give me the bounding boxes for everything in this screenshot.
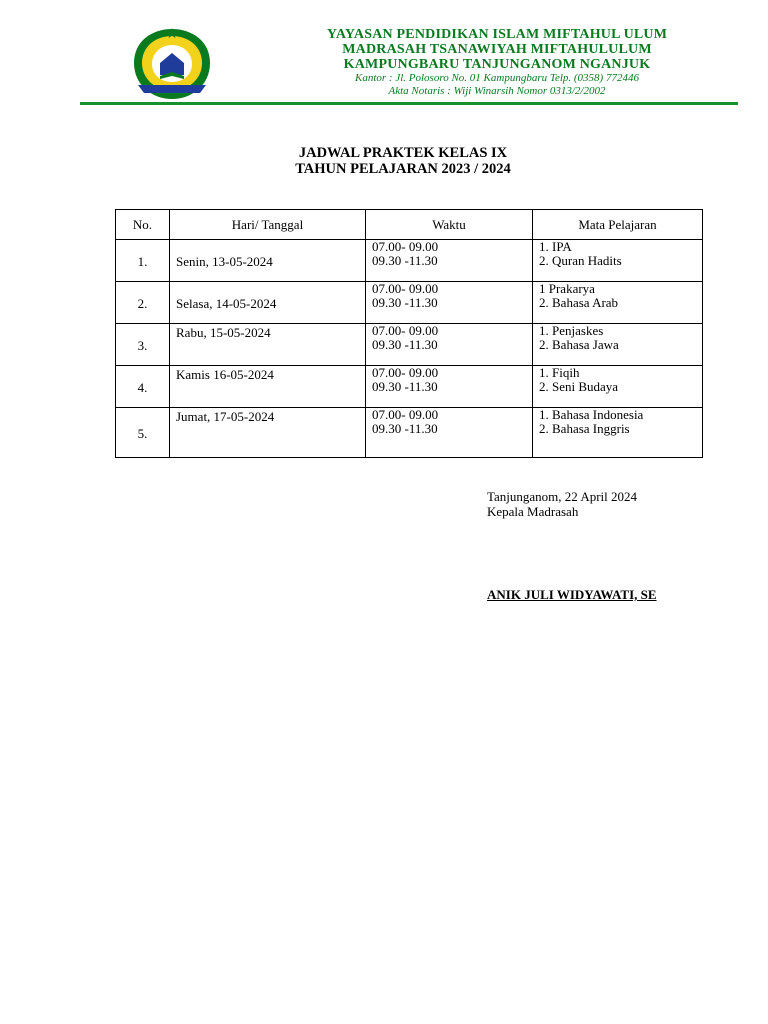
cell-time: 07.00- 09.00 09.30 -11.30 [366, 324, 533, 366]
cell-subject: 1 Prakarya 2. Bahasa Arab [533, 282, 703, 324]
signer-position: Kepala Madrasah [487, 504, 579, 519]
cell-time: 07.00- 09.00 09.30 -11.30 [366, 366, 533, 408]
document-title [0, 145, 768, 177]
cell-subject: 1. Bahasa Indonesia 2. Bahasa Inggris [533, 408, 703, 458]
signer-name: ANIK JULI WIDYAWATI, SE [487, 587, 657, 602]
table-row [116, 366, 703, 408]
header-subject: Mata Pelajaran [533, 210, 703, 240]
cell-subject: 1. Penjaskes 2. Bahasa Jawa [533, 324, 703, 366]
header-day-date: Hari/ Tanggal [170, 210, 366, 240]
cell-day: Jumat, 17-05-2024 [170, 408, 366, 458]
table-row [116, 282, 703, 324]
cell-subject: 1. Fiqih 2. Seni Budaya [533, 366, 703, 408]
cell-no: 4. [116, 366, 170, 408]
cell-subject: 1. IPA 2. Quran Hadits [533, 240, 703, 282]
cell-time: 07.00- 09.00 09.30 -11.30 [366, 408, 533, 458]
table-row [116, 408, 703, 458]
header-time: Waktu [366, 210, 533, 240]
cell-day: Rabu, 15-05-2024 [170, 324, 366, 366]
header-divider [80, 102, 738, 105]
letterhead [0, 0, 768, 110]
school-location: KAMPUNGBARU TANJUNGANOM NGANJUK [343, 57, 651, 72]
cell-no: 3. [116, 324, 170, 366]
cell-no: 1. [116, 240, 170, 282]
cell-no: 5. [116, 408, 170, 458]
header-no: No. [116, 210, 170, 240]
title-line-2: TAHUN PELAJARAN 2023 / 2024 [295, 161, 511, 177]
schedule-table [115, 209, 703, 458]
table-row [116, 240, 703, 282]
table-row [116, 324, 703, 366]
office-address: Kantor : Jl. Polosoro No. 01 Kampungbaru Telp. (0358) 772446 [355, 72, 639, 84]
cell-time: 07.00- 09.00 09.30 -11.30 [366, 282, 533, 324]
school-name: MADRASAH TSANAWIYAH MIFTAHULULUM [342, 42, 652, 57]
foundation-name: YAYASAN PENDIDIKAN ISLAM MIFTAHUL ULUM [326, 27, 668, 42]
title-line-1: JADWAL PRAKTEK KELAS IX [298, 145, 508, 161]
cell-day: Kamis 16-05-2024 [170, 366, 366, 408]
signature-block [487, 489, 637, 519]
cell-day: Senin, 13-05-2024 [170, 240, 366, 282]
cell-no: 2. [116, 282, 170, 324]
school-logo [130, 27, 214, 101]
table-header-row [116, 210, 703, 240]
notary-deed: Akta Notaris : Wiji Winarsih Nomor 0313/2/2002 [388, 85, 606, 97]
place-date: Tanjunganom, 22 April 2024 [487, 489, 638, 504]
cell-day: Selasa, 14-05-2024 [170, 282, 366, 324]
cell-time: 07.00- 09.00 09.30 -11.30 [366, 240, 533, 282]
letterhead-text [272, 27, 722, 98]
